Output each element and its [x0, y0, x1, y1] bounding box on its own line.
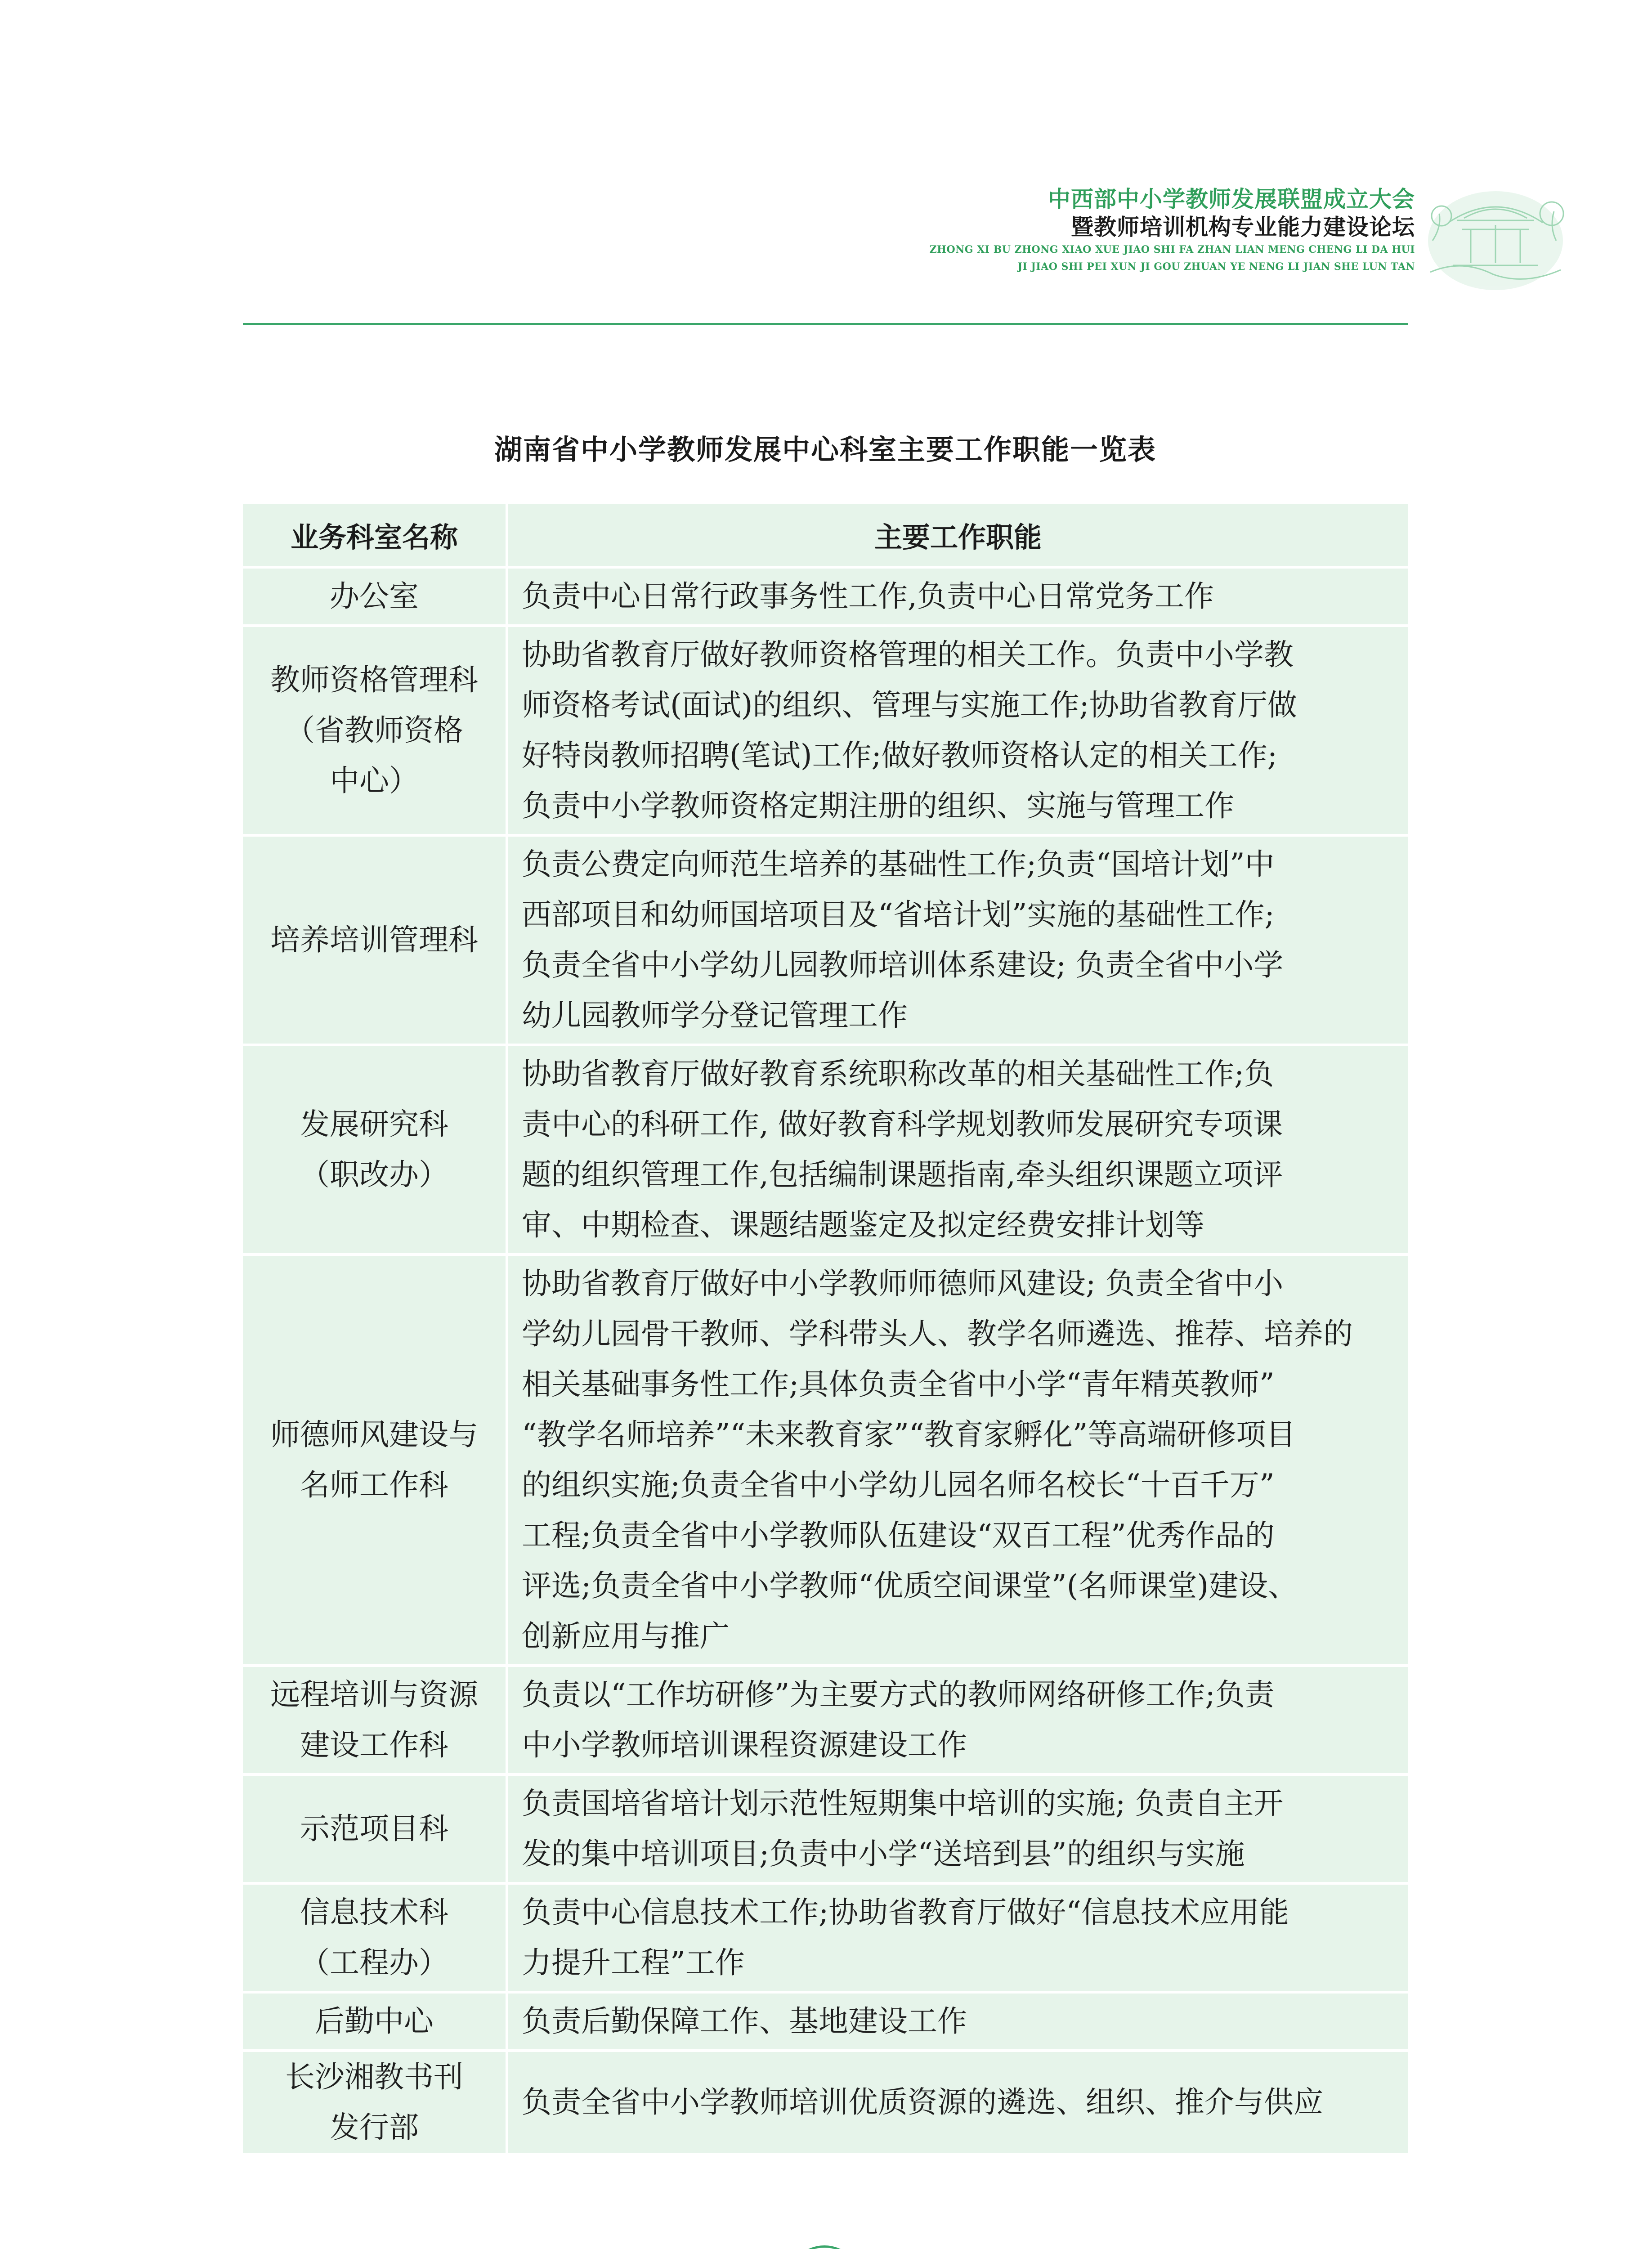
dept-name-cell [243, 569, 508, 624]
table-row [243, 569, 1408, 624]
duty-line: 负责中小学教师资格定期注册的组织、实施与管理工作 [522, 788, 1234, 823]
dept-name-cell [243, 1885, 508, 1991]
duty-line: 师资格考试(面试)的组织、管理与实施工作;协助省教育厅做 [522, 688, 1297, 722]
dept-name-cell [243, 2052, 508, 2153]
header-title-line2: 暨教师培训机构专业能力建设论坛 [1071, 214, 1415, 240]
duty-line: 负责中心信息技术工作;协助省教育厅做好“信息技术应用能 [522, 1895, 1289, 1930]
dept-name-line: 师德师风建设与 [270, 1417, 478, 1452]
dept-name-line: 办公室 [330, 579, 419, 614]
dept-name-cell [243, 1046, 508, 1253]
duty-line: 创新应用与推广 [522, 1619, 730, 1653]
dept-name-line: 发行部 [330, 2110, 419, 2145]
duty-line: 好特岗教师招聘(笔试)工作;做好教师资格认定的相关工作; [522, 738, 1277, 773]
table-row [243, 1667, 1408, 1773]
duty-line: 负责全省中小学幼儿园教师培训体系建设; 负责全省中小学 [522, 948, 1284, 982]
table-row [243, 627, 1408, 834]
duty-line: 工程;负责全省中小学教师队伍建设“双百工程”优秀作品的 [522, 1518, 1275, 1553]
column-header-duty: 主要工作职能 [508, 504, 1408, 566]
duty-line: 责中心的科研工作, 做好教育科学规划教师发展研究专项课 [522, 1107, 1283, 1142]
dept-name-line: 信息技术科 [300, 1895, 448, 1930]
table-row [243, 1994, 1408, 2049]
duty-line: 西部项目和幼师国培项目及“省培计划”实施的基础性工作; [522, 897, 1275, 932]
dept-name-line: 远程培训与资源 [270, 1677, 478, 1712]
duty-line: “教学名师培养”“未来教育家”“教育家孵化”等高端研修项目 [522, 1417, 1296, 1452]
duty-line: 相关基础事务性工作;具体负责全省中小学“青年精英教师” [522, 1367, 1275, 1402]
duty-line: 负责后勤保障工作、基地建设工作 [522, 2004, 967, 2038]
pavilion-illustration [1421, 173, 1570, 299]
table-header-row [243, 504, 1408, 566]
duty-cell [508, 1256, 1408, 1664]
duty-cell [508, 1994, 1408, 2049]
dept-name-cell [243, 627, 508, 834]
duty-line: 负责公费定向师范生培养的基础性工作;负责“国培计划”中 [522, 847, 1275, 882]
duty-line: 负责中心日常行政事务性工作,负责中心日常党务工作 [522, 579, 1214, 614]
duty-line: 协助省教育厅做好教师资格管理的相关工作。负责中小学教 [522, 637, 1294, 672]
column-header-dept: 业务科室名称 [243, 504, 508, 566]
running-header [930, 185, 1415, 275]
duty-line: 发的集中培训项目;负责中小学“送培到县”的组织与实施 [522, 1837, 1245, 1871]
dept-name-line: （工程办） [300, 1945, 448, 1980]
dept-name-line: 中心） [330, 763, 419, 798]
duty-cell [508, 1776, 1408, 1882]
duty-cell [508, 837, 1408, 1044]
duty-cell [508, 1885, 1408, 1991]
table-body [243, 569, 1408, 2153]
table-row [243, 1256, 1408, 1664]
duty-cell [508, 1667, 1408, 1773]
header-pinyin-line1: ZHONG XI BU ZHONG XIAO XUE JIAO SHI FA ZHAN LIAN MENG CHENG LI DA HUI [929, 244, 1415, 255]
table-row [243, 1885, 1408, 1991]
header-title-line1: 中西部中小学教师发展联盟成立大会 [1048, 186, 1415, 212]
document-title: 湖南省中小学教师发展中心科室主要工作职能一览表 [494, 433, 1156, 466]
table-row [243, 1776, 1408, 1882]
duty-line: 负责国培省培计划示范性短期集中培训的实施; 负责自主开 [522, 1786, 1284, 1821]
dept-name-line: 示范项目科 [300, 1811, 448, 1846]
duty-line: 题的组织管理工作,包括编制课题指南,牵头组织课题立项评 [522, 1157, 1283, 1192]
duty-cell [508, 2052, 1408, 2153]
duties-table [243, 502, 1408, 2155]
duty-cell [508, 569, 1408, 624]
duty-line: 学幼儿园骨干教师、学科带头人、教学名师遴选、推荐、培养的 [522, 1317, 1353, 1351]
duty-line: 力提升工程”工作 [522, 1945, 745, 1980]
duty-line: 协助省教育厅做好中小学教师师德师风建设; 负责全省中小 [522, 1266, 1284, 1301]
dept-name-cell [243, 1667, 508, 1773]
duty-line: 的组织实施;负责全省中小学幼儿园名师名校长“十百千万” [522, 1468, 1275, 1502]
dept-name-line: 后勤中心 [315, 2004, 434, 2038]
table-row [243, 837, 1408, 1044]
dept-name-line: 培养培训管理科 [270, 923, 478, 957]
dept-name-line: （省教师资格 [285, 713, 463, 748]
dept-name-cell [243, 837, 508, 1044]
duty-cell [508, 627, 1408, 834]
dept-name-line: 发展研究科 [300, 1107, 448, 1142]
dept-name-line: 教师资格管理科 [270, 663, 478, 697]
duty-line: 评选;负责全省中小学教师“优质空间课堂”(名师课堂)建设、 [522, 1568, 1298, 1603]
table-row [243, 1046, 1408, 1253]
dept-name-cell [243, 1776, 508, 1882]
duty-line: 幼儿园教师学分登记管理工作 [522, 998, 908, 1033]
header-divider [243, 323, 1408, 325]
dept-name-line: 建设工作科 [300, 1728, 448, 1762]
duty-cell [508, 1046, 1408, 1253]
duty-line: 审、中期检查、课题结题鉴定及拟定经费安排计划等 [522, 1208, 1204, 1242]
page-number [786, 2245, 863, 2249]
duty-line: 负责全省中小学教师培训优质资源的遴选、组织、推介与供应 [522, 2085, 1323, 2119]
duty-line: 协助省教育厅做好教育系统职称改革的相关基础性工作;负 [522, 1057, 1274, 1091]
header-pinyin-line2: JI JIAO SHI PEI XUN JI GOU ZHUAN YE NENG LI JIAN SHE LUN TAN [1017, 261, 1415, 273]
dept-name-line: 名师工作科 [300, 1468, 448, 1502]
dept-name-line: （职改办） [300, 1157, 448, 1192]
dept-name-cell [243, 1256, 508, 1664]
duty-line: 中小学教师培训课程资源建设工作 [522, 1728, 967, 1762]
dept-name-line: 长沙湘教书刊 [285, 2060, 463, 2094]
dept-name-cell [243, 1994, 508, 2049]
table-row [243, 2052, 1408, 2153]
duty-line: 负责以“工作坊研修”为主要方式的教师网络研修工作;负责 [522, 1677, 1275, 1712]
